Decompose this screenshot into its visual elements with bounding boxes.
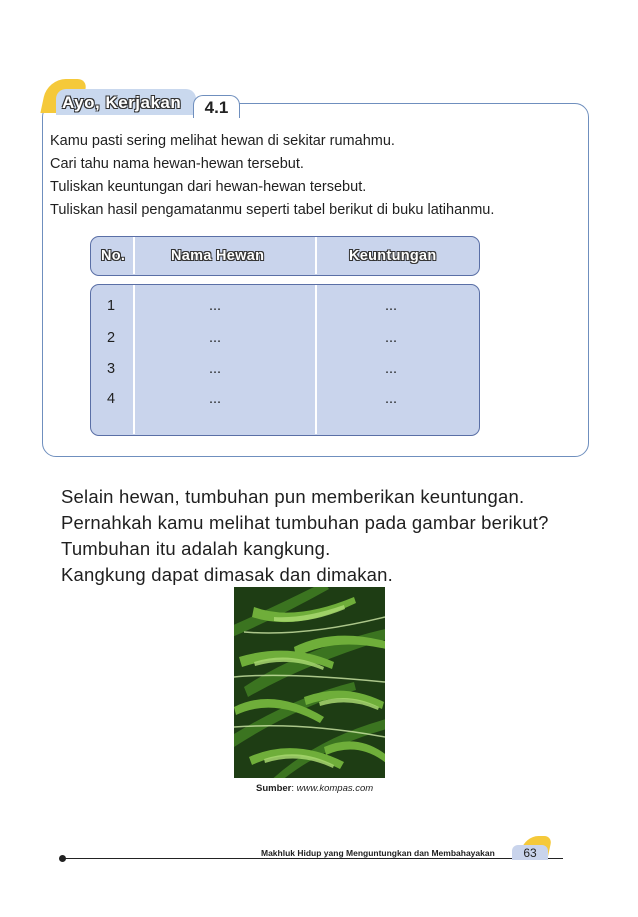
table-body	[90, 284, 480, 436]
caption-source: www.kompas.com	[296, 783, 374, 794]
cell-no: 2	[107, 330, 116, 346]
activity-tab-label: Ayo, Kerjakan	[56, 89, 196, 115]
instruction-line: Tuliskan hasil pengamatanmu seperti tabel berikut di buku latihanmu.	[50, 202, 495, 218]
footer-rule	[63, 858, 563, 859]
activity-number: 4.1	[193, 95, 240, 118]
cell-no: 1	[107, 298, 116, 314]
cell-nama-hewan: ...	[209, 330, 222, 346]
page-number: 63	[512, 845, 548, 860]
cell-nama-hewan: ...	[209, 298, 222, 314]
chapter-title: Makhluk Hidup yang Menguntungkan dan Membahayakan	[261, 848, 495, 858]
header-no: No.	[101, 248, 126, 264]
column-divider	[133, 237, 135, 274]
cell-nama-hewan: ...	[209, 391, 222, 407]
instruction-line: Kamu pasti sering melihat hewan di sekitar rumahmu.	[50, 133, 395, 149]
photo-caption: Sumber: www.kompas.com	[256, 783, 374, 794]
footer-dot	[59, 855, 66, 862]
cell-no: 3	[107, 361, 116, 377]
body-text-line: Selain hewan, tumbuhan pun memberikan keuntungan.	[61, 486, 525, 507]
cell-keuntungan: ...	[385, 361, 398, 377]
instruction-line: Tuliskan keuntungan dari hewan-hewan tersebut.	[50, 179, 367, 195]
kangkung-photo	[234, 587, 385, 778]
column-divider	[315, 237, 317, 274]
table-header	[90, 236, 480, 276]
header-keuntungan: Keuntungan	[349, 248, 437, 264]
caption-label: Sumber	[256, 783, 292, 794]
cell-keuntungan: ...	[385, 330, 398, 346]
body-text-line: Tumbuhan itu adalah kangkung.	[61, 538, 331, 559]
instruction-line: Cari tahu nama hewan-hewan tersebut.	[50, 156, 304, 172]
column-divider	[315, 285, 317, 434]
body-text-line: Pernahkah kamu melihat tumbuhan pada gambar berikut?	[61, 512, 549, 533]
cell-keuntungan: ...	[385, 298, 398, 314]
header-nama-hewan: Nama Hewan	[171, 248, 265, 264]
cell-no: 4	[107, 391, 116, 407]
column-divider	[133, 285, 135, 434]
cell-nama-hewan: ...	[209, 361, 222, 377]
body-text-line: Kangkung dapat dimasak dan dimakan.	[61, 564, 393, 585]
cell-keuntungan: ...	[385, 391, 398, 407]
